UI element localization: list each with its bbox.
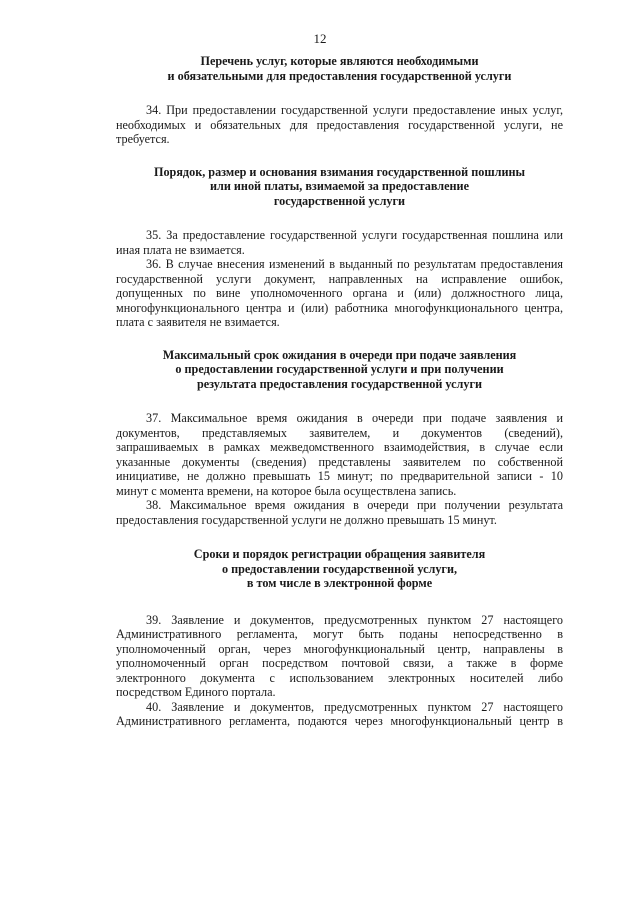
heading-line: и обязательными для предоставления государственной услуги <box>167 68 512 83</box>
paragraph-line: электронного документа с использованием электронных носителей либо <box>116 670 563 685</box>
paragraph-line: уполномоченный орган, через многофункциональный центр, направлены в <box>116 641 563 656</box>
paragraph-38 <box>116 498 563 527</box>
paragraph-36 <box>116 257 563 330</box>
paragraph-line: 37. Максимальное время ожидания в очереди при подаче заявления и <box>146 411 563 425</box>
paragraph-line: 39. Заявление и документов, предусмотренных пунктом 27 настоящего <box>146 612 563 627</box>
paragraph-line: 40. Заявление и документов, предусмотренных пунктом 27 настоящего <box>146 699 563 714</box>
paragraph-line: 35. За предоставление государственной услуги государственная пошлина или <box>146 228 563 242</box>
paragraph-line: посредством Единого портала. <box>116 685 276 699</box>
section-heading <box>116 54 563 83</box>
paragraph-line: допущенных по вине уполномоченного органа и (или) должностного лица, <box>116 286 563 300</box>
heading-line: о предоставлении государственной услуги, <box>221 561 458 576</box>
paragraph-line: предоставления государственной услуги не должно превышать 15 минут. <box>116 512 497 527</box>
heading-line: Порядок, размер и основания взимания государственной пошлины <box>153 164 526 179</box>
paragraph-line: государственной услуги документ, направленных на исправление ошибок, <box>116 271 563 286</box>
heading-line: результата предоставления государственной услуги <box>196 376 483 391</box>
heading-line: государственной услуги <box>273 193 406 208</box>
paragraph-40 <box>116 700 563 729</box>
paragraph-line: требуется. <box>116 132 170 146</box>
section-heading <box>116 547 563 591</box>
paragraph-35 <box>116 228 563 257</box>
paragraph-39 <box>116 613 563 700</box>
heading-line: о предоставлении государственной услуги и при получении <box>175 362 504 376</box>
paragraph-line: уполномоченный орган посредством почтовой связи, а также в форме <box>116 656 563 670</box>
paragraph-line: плата с заявителя не взимается. <box>116 315 280 329</box>
paragraph-line: инициативе, не должно превышать 15 минут; по предварительной записи - 10 <box>116 469 563 483</box>
document-body <box>116 54 563 729</box>
paragraph-line: необходимых и обязательных для предоставления государственной услуги, не <box>116 117 563 132</box>
page-number: 12 <box>313 31 327 46</box>
paragraph-line: иная плата не взимается. <box>116 242 245 257</box>
paragraph-line: 34. При предоставлении государственной услуги предоставление иных услуг, <box>146 103 563 117</box>
heading-line: Сроки и порядок регистрации обращения заявителя <box>193 547 486 561</box>
paragraph-line: Административного регламента, подаются через многофункциональный центр в <box>116 714 563 728</box>
paragraph-line: запрашиваемых в рамках межведомственного взаимодействия, в случае если <box>116 440 563 454</box>
paragraph-37 <box>116 411 563 498</box>
heading-line: Перечень услуг, которые являются необходимыми <box>200 54 479 68</box>
paragraph-line: 38. Максимальное время ожидания в очереди при получении результата <box>146 498 563 512</box>
paragraph-line: Административного регламента, могут быть поданы непосредственно в <box>116 627 563 641</box>
section-heading <box>116 348 563 392</box>
paragraph-line: многофункционального центра и (или) работника многофункционального центра, <box>116 300 563 315</box>
heading-line: Максимальный срок ожидания в очереди при подаче заявления <box>162 347 517 362</box>
paragraph-line: документов, представляемых заявителем, и документов (сведений), <box>116 425 563 440</box>
paragraph-34 <box>116 103 563 147</box>
paragraph-line: минут с момента времени, на которое была осуществлена запись. <box>116 483 457 498</box>
heading-line: или иной платы, взимаемой за предоставление <box>209 179 469 193</box>
paragraph-line: 36. В случае внесения изменений в выданный по результатам предоставления <box>146 257 563 271</box>
paragraph-line: указанные документы (сведения) представлены заявителем по собственной <box>116 454 563 469</box>
section-heading <box>116 165 563 209</box>
heading-line: в том числе в электронной форме <box>246 576 433 590</box>
